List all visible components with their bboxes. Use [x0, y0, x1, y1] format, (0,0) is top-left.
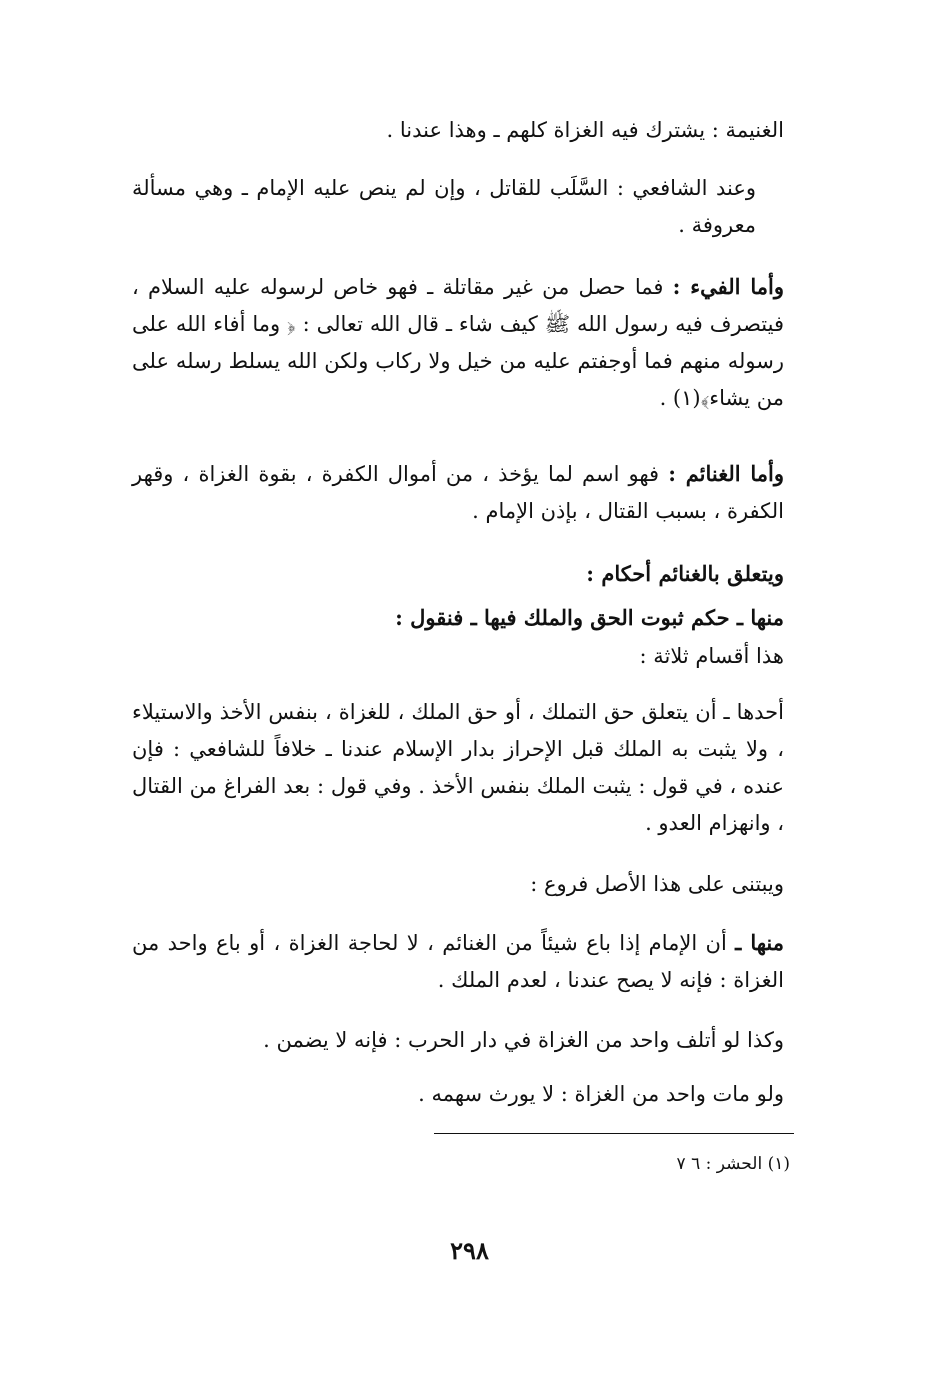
- paragraph-text: أن الإمام إذا باع شيئاً من الغنائم ، لا لحاجة الغزاة ، أو باع واحد من الغزاة : فإنه لا يصح عندنا ، لعدم الملك .: [132, 931, 784, 992]
- paragraph-text: وعند الشافعي : السَّلَب للقاتل ، وإن لم ينص عليه الإمام ـ وهي مسألة معروفة .: [132, 176, 756, 237]
- paragraph-text: ولو مات واحد من الغزاة : لا يورث سهمه .: [418, 1082, 784, 1106]
- paragraph-death: [132, 1076, 784, 1113]
- paragraph-heading: منها ـ حكم ثبوت الحق والملك فيها ـ فنقول :: [395, 605, 784, 630]
- paragraph-ghanaim-definition: [132, 455, 784, 530]
- paragraph-text: فما حصل من غير مقاتلة ـ فهو خاص لرسوله عليه السلام ، فيتصرف فيه رسول الله ﷺ كيف شاء ـ قال الله تعالى : ﴿ وما أفاء الله على رسوله منهم فما أوجفتم عليه من خيل ولا ركاب ولكن الله يسلط رسله على من يشاء﴾(١) .: [132, 275, 784, 410]
- paragraph-text: هذا أقسام ثلاثة :: [639, 644, 784, 668]
- paragraph-heading: وأما الغنائم :: [668, 461, 784, 486]
- heading-ahkam: [132, 555, 784, 592]
- paragraph-text: فهو اسم لما يؤخذ ، من أموال الكفرة ، بقوة الغزاة ، وقهر الكفرة ، بسبب القتال ، بإذن الإمام .: [132, 462, 784, 523]
- paragraph-first-section: [132, 694, 784, 842]
- paragraph-three-sections: [132, 638, 784, 675]
- paragraph-shafii-salab: [132, 170, 784, 244]
- footnote: (١) الحشر : ٦ ٧: [676, 1154, 790, 1174]
- paragraph-branches: [132, 866, 784, 903]
- paragraph-sale-by-imam: [132, 924, 784, 999]
- paragraph-fay: [132, 268, 784, 417]
- paragraph-heading: ويتعلق بالغنائم أحكام :: [586, 561, 784, 586]
- paragraph-text: وكذا لو أتلف واحد من الغزاة في دار الحرب : فإنه لا يضمن .: [263, 1028, 784, 1052]
- paragraph-heading: منها ـ: [735, 930, 784, 955]
- paragraph-heading: وأما الفيء :: [672, 274, 784, 299]
- paragraph-destruction: [132, 1022, 784, 1059]
- paragraph-text: ويبتنى على هذا الأصل فروع :: [530, 872, 784, 896]
- paragraph-text: أحدها ـ أن يتعلق حق التملك ، أو حق الملك ، للغزاة ، بنفس الأخذ والاستيلاء ، ولا يثبت به الملك قبل الإحراز بدار الإسلام عندنا ـ خلافاً للشافعي : فإن عنده ، في قول : يثبت الملك بنفس الأخذ . وفي قول : بعد الفراغ من القتال ، وانهزام العدو .: [132, 700, 784, 835]
- paragraph-text: الغنيمة : يشترك فيه الغزاة كلهم ـ وهذا عندنا .: [386, 118, 784, 142]
- footnote-divider: [434, 1133, 794, 1134]
- page-number: ٢٩٨: [450, 1236, 489, 1265]
- paragraph-ghanima-intro: [132, 112, 784, 149]
- heading-thubut-alhaqq: [132, 599, 784, 636]
